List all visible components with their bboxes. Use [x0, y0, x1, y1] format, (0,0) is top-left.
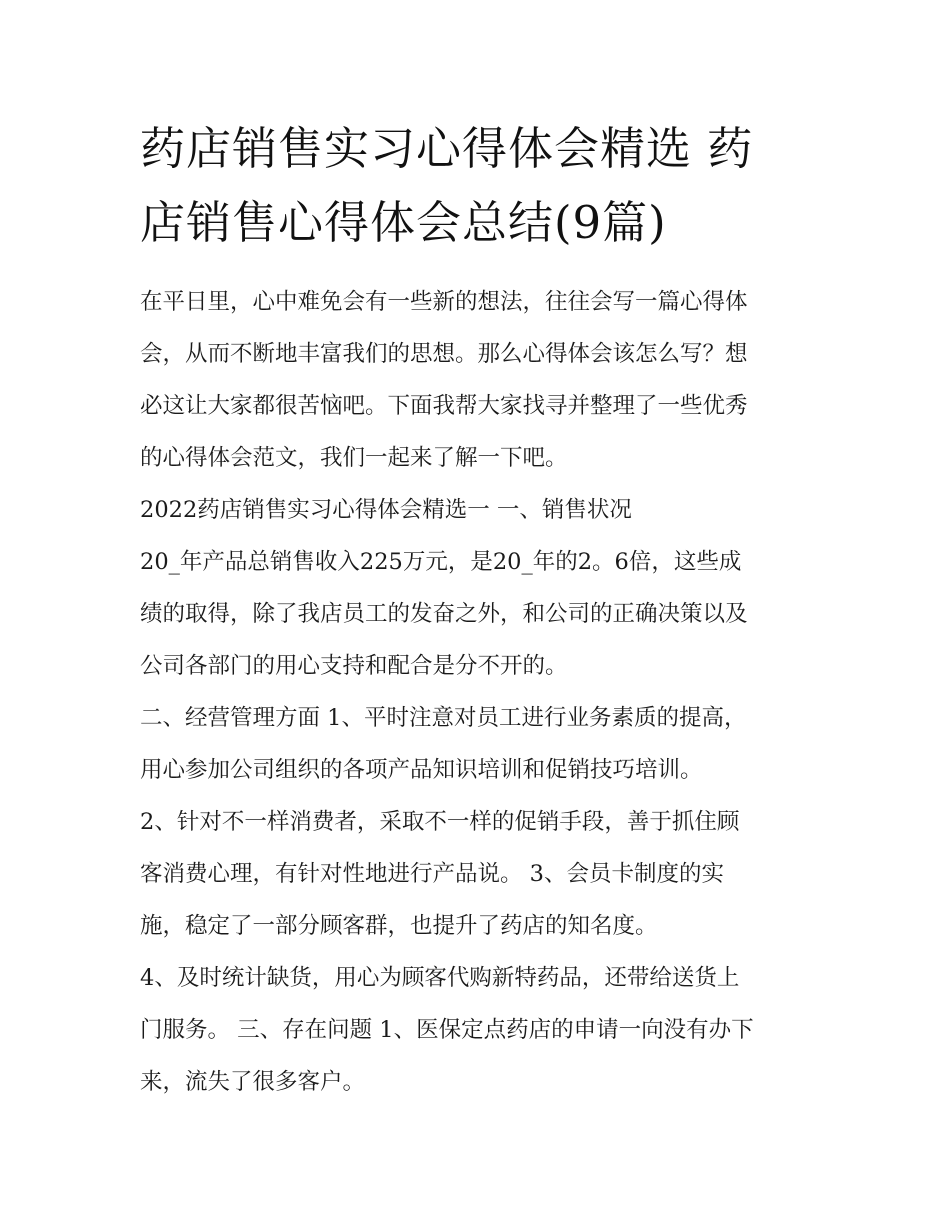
document-content — [140, 112, 812, 1108]
text-line: 公司各部门的用心支持和配合是分不开的。 — [140, 653, 568, 679]
text-line: 4、及时统计缺货，用心为顾客代购新特药品，还带给送货上 — [140, 965, 740, 991]
title-line: 店销售心得体会总结(9篇) — [140, 196, 667, 249]
text-line: 施，稳定了一部分顾客群，也提升了药店的知名度。 — [140, 913, 658, 939]
text-line: 2、针对不一样消费者，采取不一样的促销手段，善于抓住顾 — [140, 809, 740, 835]
document-body — [140, 276, 812, 1108]
text-line: 客消费心理，有针对性地进行产品说。 3、会员卡制度的实 — [140, 861, 724, 887]
text-line: 在平日里，心中难免会有一些新的想法，往往会写一篇心得体 — [140, 289, 748, 315]
title-line: 药店销售实习心得体会精选 药 — [140, 122, 754, 175]
text-line: 必这让大家都很苦恼吧。下面我帮大家找寻并整理了一些优秀 — [140, 393, 748, 419]
text-line: 2022药店销售实习心得体会精选一 一、销售状况 — [140, 497, 632, 523]
text-line: 来，流失了很多客户。 — [140, 1069, 366, 1095]
section-heading-paragraph — [140, 484, 812, 536]
text-line: 会，从而不断地丰富我们的思想。那么心得体会该怎么写？想 — [140, 341, 748, 367]
intro-paragraph — [140, 276, 812, 484]
text-line: 绩的取得，除了我店员工的发奋之外，和公司的正确决策以及 — [140, 601, 748, 627]
sales-paragraph — [140, 536, 812, 692]
problems-paragraph — [140, 952, 812, 1108]
management-paragraph — [140, 692, 812, 796]
text-line: 的心得体会范文，我们一起来了解一下吧。 — [140, 445, 568, 471]
document-title — [140, 112, 812, 260]
text-line: 门服务。 三、存在问题 1、医保定点药店的申请一向没有办下 — [140, 1017, 754, 1043]
text-line: 二、经营管理方面 1、平时注意对员工进行业务素质的提高， — [140, 705, 747, 731]
text-line: 用心参加公司组织的各项产品知识培训和促销技巧培训。 — [140, 757, 703, 783]
promotion-paragraph — [140, 796, 812, 952]
text-line: 20_年产品总销售收入225万元，是20_年的2。6倍，这些成 — [140, 549, 742, 575]
